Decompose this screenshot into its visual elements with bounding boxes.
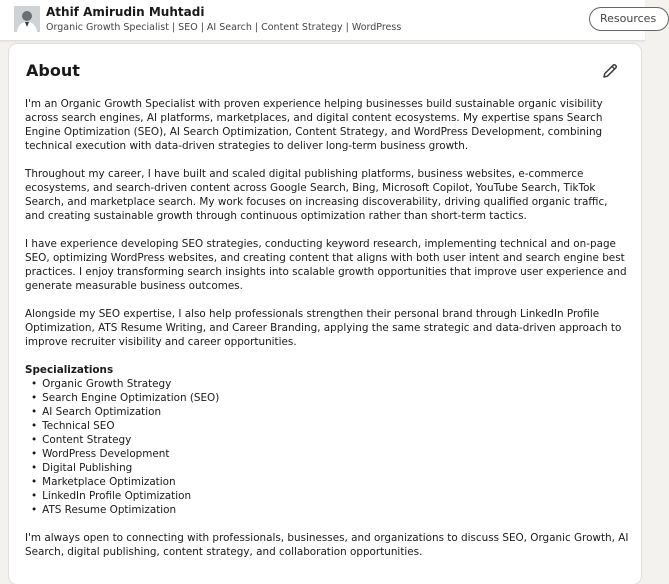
pencil-icon (601, 62, 619, 80)
about-paragraph: I'm an Organic Growth Specialist with proven experience helping businesses build sustainable organic visibility across search engines, AI platforms, marketplaces, and digital content ecosystems. My expertise spans Search Engine Optimization (SEO), AI Search Optimization, Content Strategy, and WordPress Development, combining technical execution with data-driven strategies to deliver long-term business growth. (25, 98, 603, 152)
about-closing: I'm always open to connecting with professionals, businesses, and organizations to discuss SEO, Organic Growth, AI Search, digital publishing, content strategy, and collaboration opportunities. (25, 532, 629, 558)
specialization-item: • Content Strategy (31, 433, 629, 447)
about-paragraph: I have experience developing SEO strategies, conducting keyword research, implementing technical and on-page SEO, optimizing WordPress websites, and creating content that aligns with both user intent and search engine best practices. I enjoy transforming search insights into scalable growth opportunities that improve user experience and generate measurable business outcomes. (25, 238, 627, 292)
specialization-item: • Organic Growth Strategy (31, 377, 629, 391)
edit-about-button[interactable] (599, 60, 621, 82)
specialization-item: • LinkedIn Profile Optimization (31, 489, 629, 503)
section-title: About (26, 61, 80, 80)
specialization-item: • ATS Resume Optimization (31, 503, 629, 517)
sticky-profile-header (0, 0, 657, 41)
profile-name[interactable]: Athif Amirudin Muhtadi (46, 5, 205, 19)
specialization-item: • Technical SEO (31, 419, 629, 433)
about-paragraph: Throughout my career, I have built and scaled digital publishing platforms, business websites, e-commerce ecosystems, and search-driven content across Google Search, Bing, Microsoft Copilot, YouTube Search, TikTok Search, and marketplace search. My work focuses on increasing discoverability, driving qualified organic traffic, and creating sustainable growth through continuous optimization rather than short-term tactics. (25, 168, 608, 222)
specializations-list (25, 377, 629, 517)
about-section (9, 44, 641, 584)
specialization-item: • Search Engine Optimization (SEO) (31, 391, 629, 405)
resources-button[interactable]: Resources (589, 7, 669, 31)
profile-headline: Organic Growth Specialist | SEO | AI Search | Content Strategy | WordPress (46, 22, 402, 33)
specialization-item: • WordPress Development (31, 447, 629, 461)
specialization-item: • Marketplace Optimization (31, 475, 629, 489)
profile-photo-icon (14, 6, 40, 32)
specializations-heading: Specializations (25, 364, 114, 376)
about-paragraph: Alongside my SEO expertise, I also help professionals strengthen their personal brand through LinkedIn Profile Optimization, ATS Resume Writing, and Career Branding, applying the same strategic and data-driven approach to improve recruiter visibility and career opportunities. (25, 308, 622, 348)
specialization-item: • AI Search Optimization (31, 405, 629, 419)
specialization-item: • Digital Publishing (31, 461, 629, 475)
about-text (25, 97, 629, 573)
avatar[interactable] (14, 6, 40, 32)
